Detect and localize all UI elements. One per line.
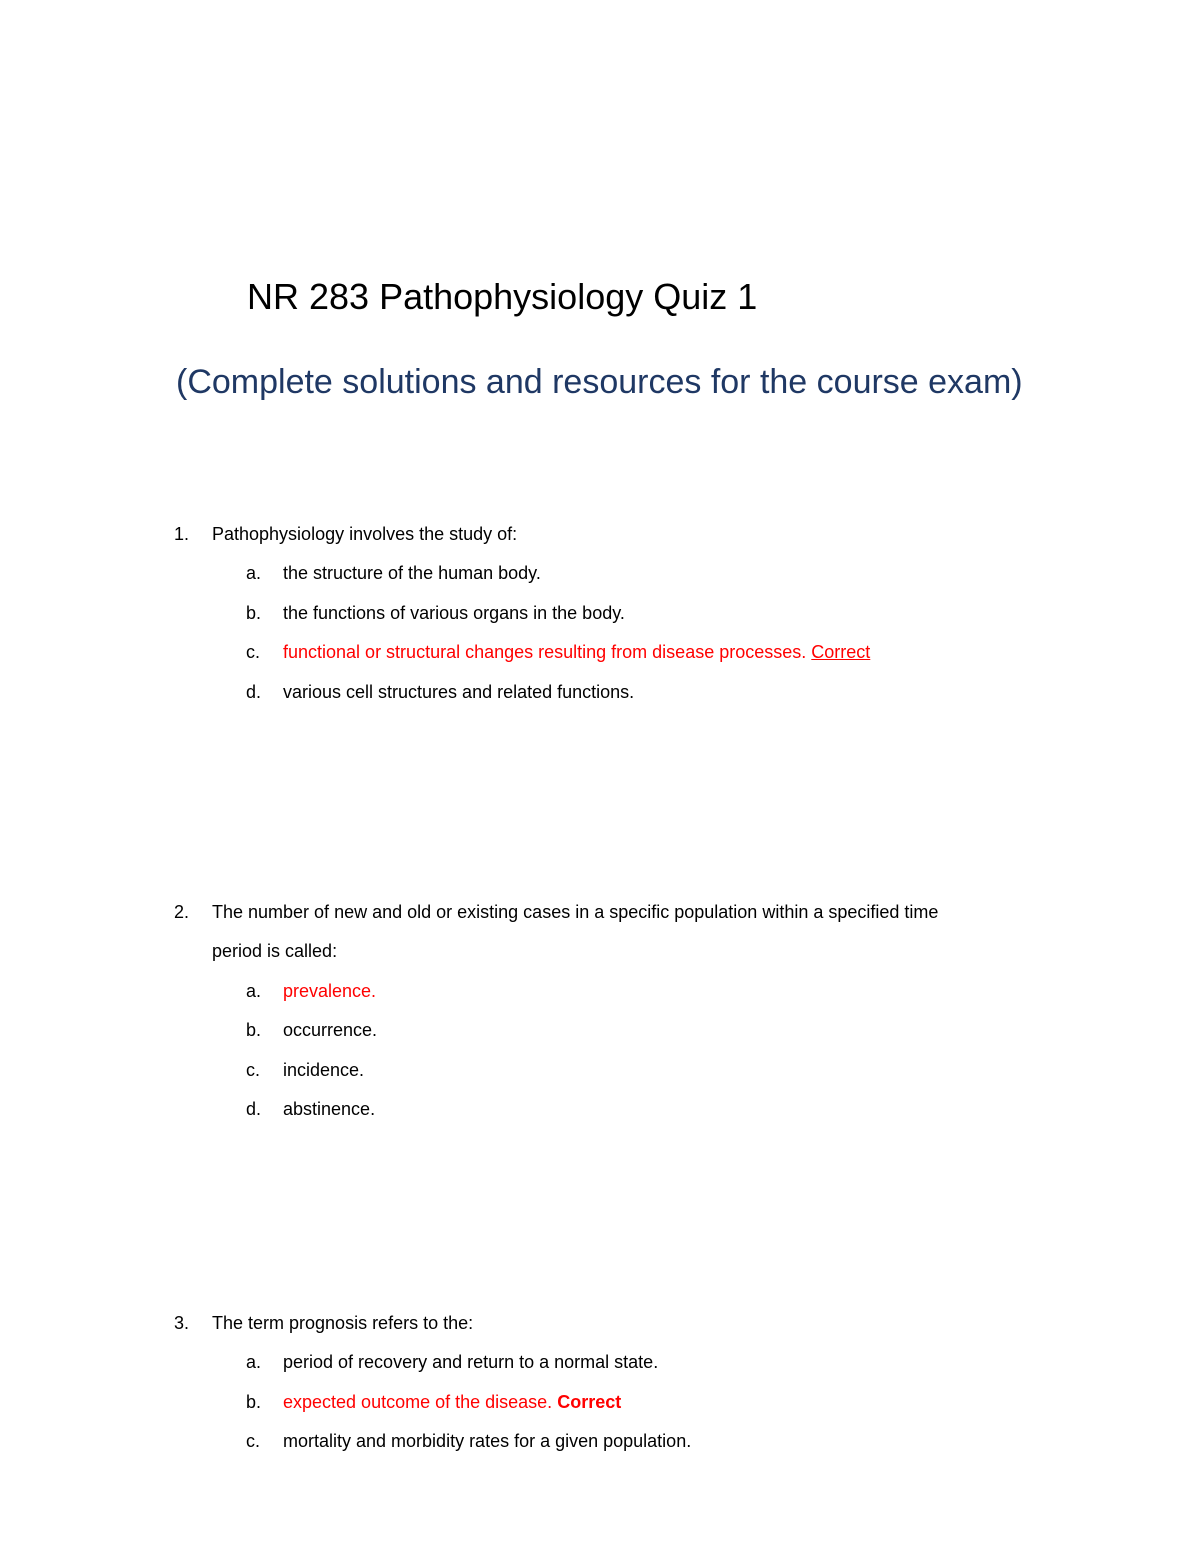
option-letter: a. [246,981,262,1001]
option-b [0,1390,1200,1414]
option-a [0,561,1200,585]
option-text: occurrence. [283,1020,378,1040]
question-number: 1. [174,524,190,544]
option-letter: b. [246,1392,262,1412]
option-letter: d. [246,682,262,702]
option-text-correct [283,1390,621,1414]
option-b [0,1018,1200,1042]
question-stem: The term prognosis refers to the: [212,1313,474,1333]
option-letter: a. [246,563,262,583]
option-text: period of recovery and return to a normal state. [283,1352,659,1372]
option-text: incidence. [283,1060,365,1080]
option-letter: b. [246,1020,262,1040]
option-a [0,1350,1200,1374]
option-text-correct [283,640,870,664]
option-c [0,1058,1200,1082]
option-c [0,640,1200,664]
option-text: the functions of various organs in the body. [283,603,625,623]
option-text: abstinence. [283,1099,376,1119]
option-letter: d. [246,1099,262,1119]
option-letter: c. [246,1431,261,1451]
option-text: mortality and morbidity rates for a given population. [283,1431,692,1451]
option-answer-text: expected outcome of the disease. [283,1392,553,1412]
question-number: 2. [174,902,190,922]
page-title: NR 283 Pathophysiology Quiz 1 [247,276,758,317]
option-text: various cell structures and related functions. [283,682,635,702]
page-subtitle: (Complete solutions and resources for the course exam) [176,363,1023,401]
option-b [0,601,1200,625]
option-a [0,979,1200,1003]
option-letter: c. [246,642,261,662]
option-letter: b. [246,603,262,623]
correct-tag: Correct [811,642,871,662]
question-stem-line-2: period is called: [212,941,338,961]
option-d [0,1097,1200,1121]
option-letter: c. [246,1060,261,1080]
question-stem-line-1: The number of new and old or existing cases in a specific population within a specified time [212,902,939,922]
option-answer-text: functional or structural changes resulting from disease processes. [283,642,807,662]
question-stem: Pathophysiology involves the study of: [212,524,518,544]
correct-tag: Correct [557,1392,622,1412]
question-number: 3. [174,1313,190,1333]
option-letter: a. [246,1352,262,1372]
option-c [0,1429,1200,1453]
option-text: the structure of the human body. [283,563,541,583]
option-d [0,680,1200,704]
option-text-correct: prevalence. [283,981,377,1001]
